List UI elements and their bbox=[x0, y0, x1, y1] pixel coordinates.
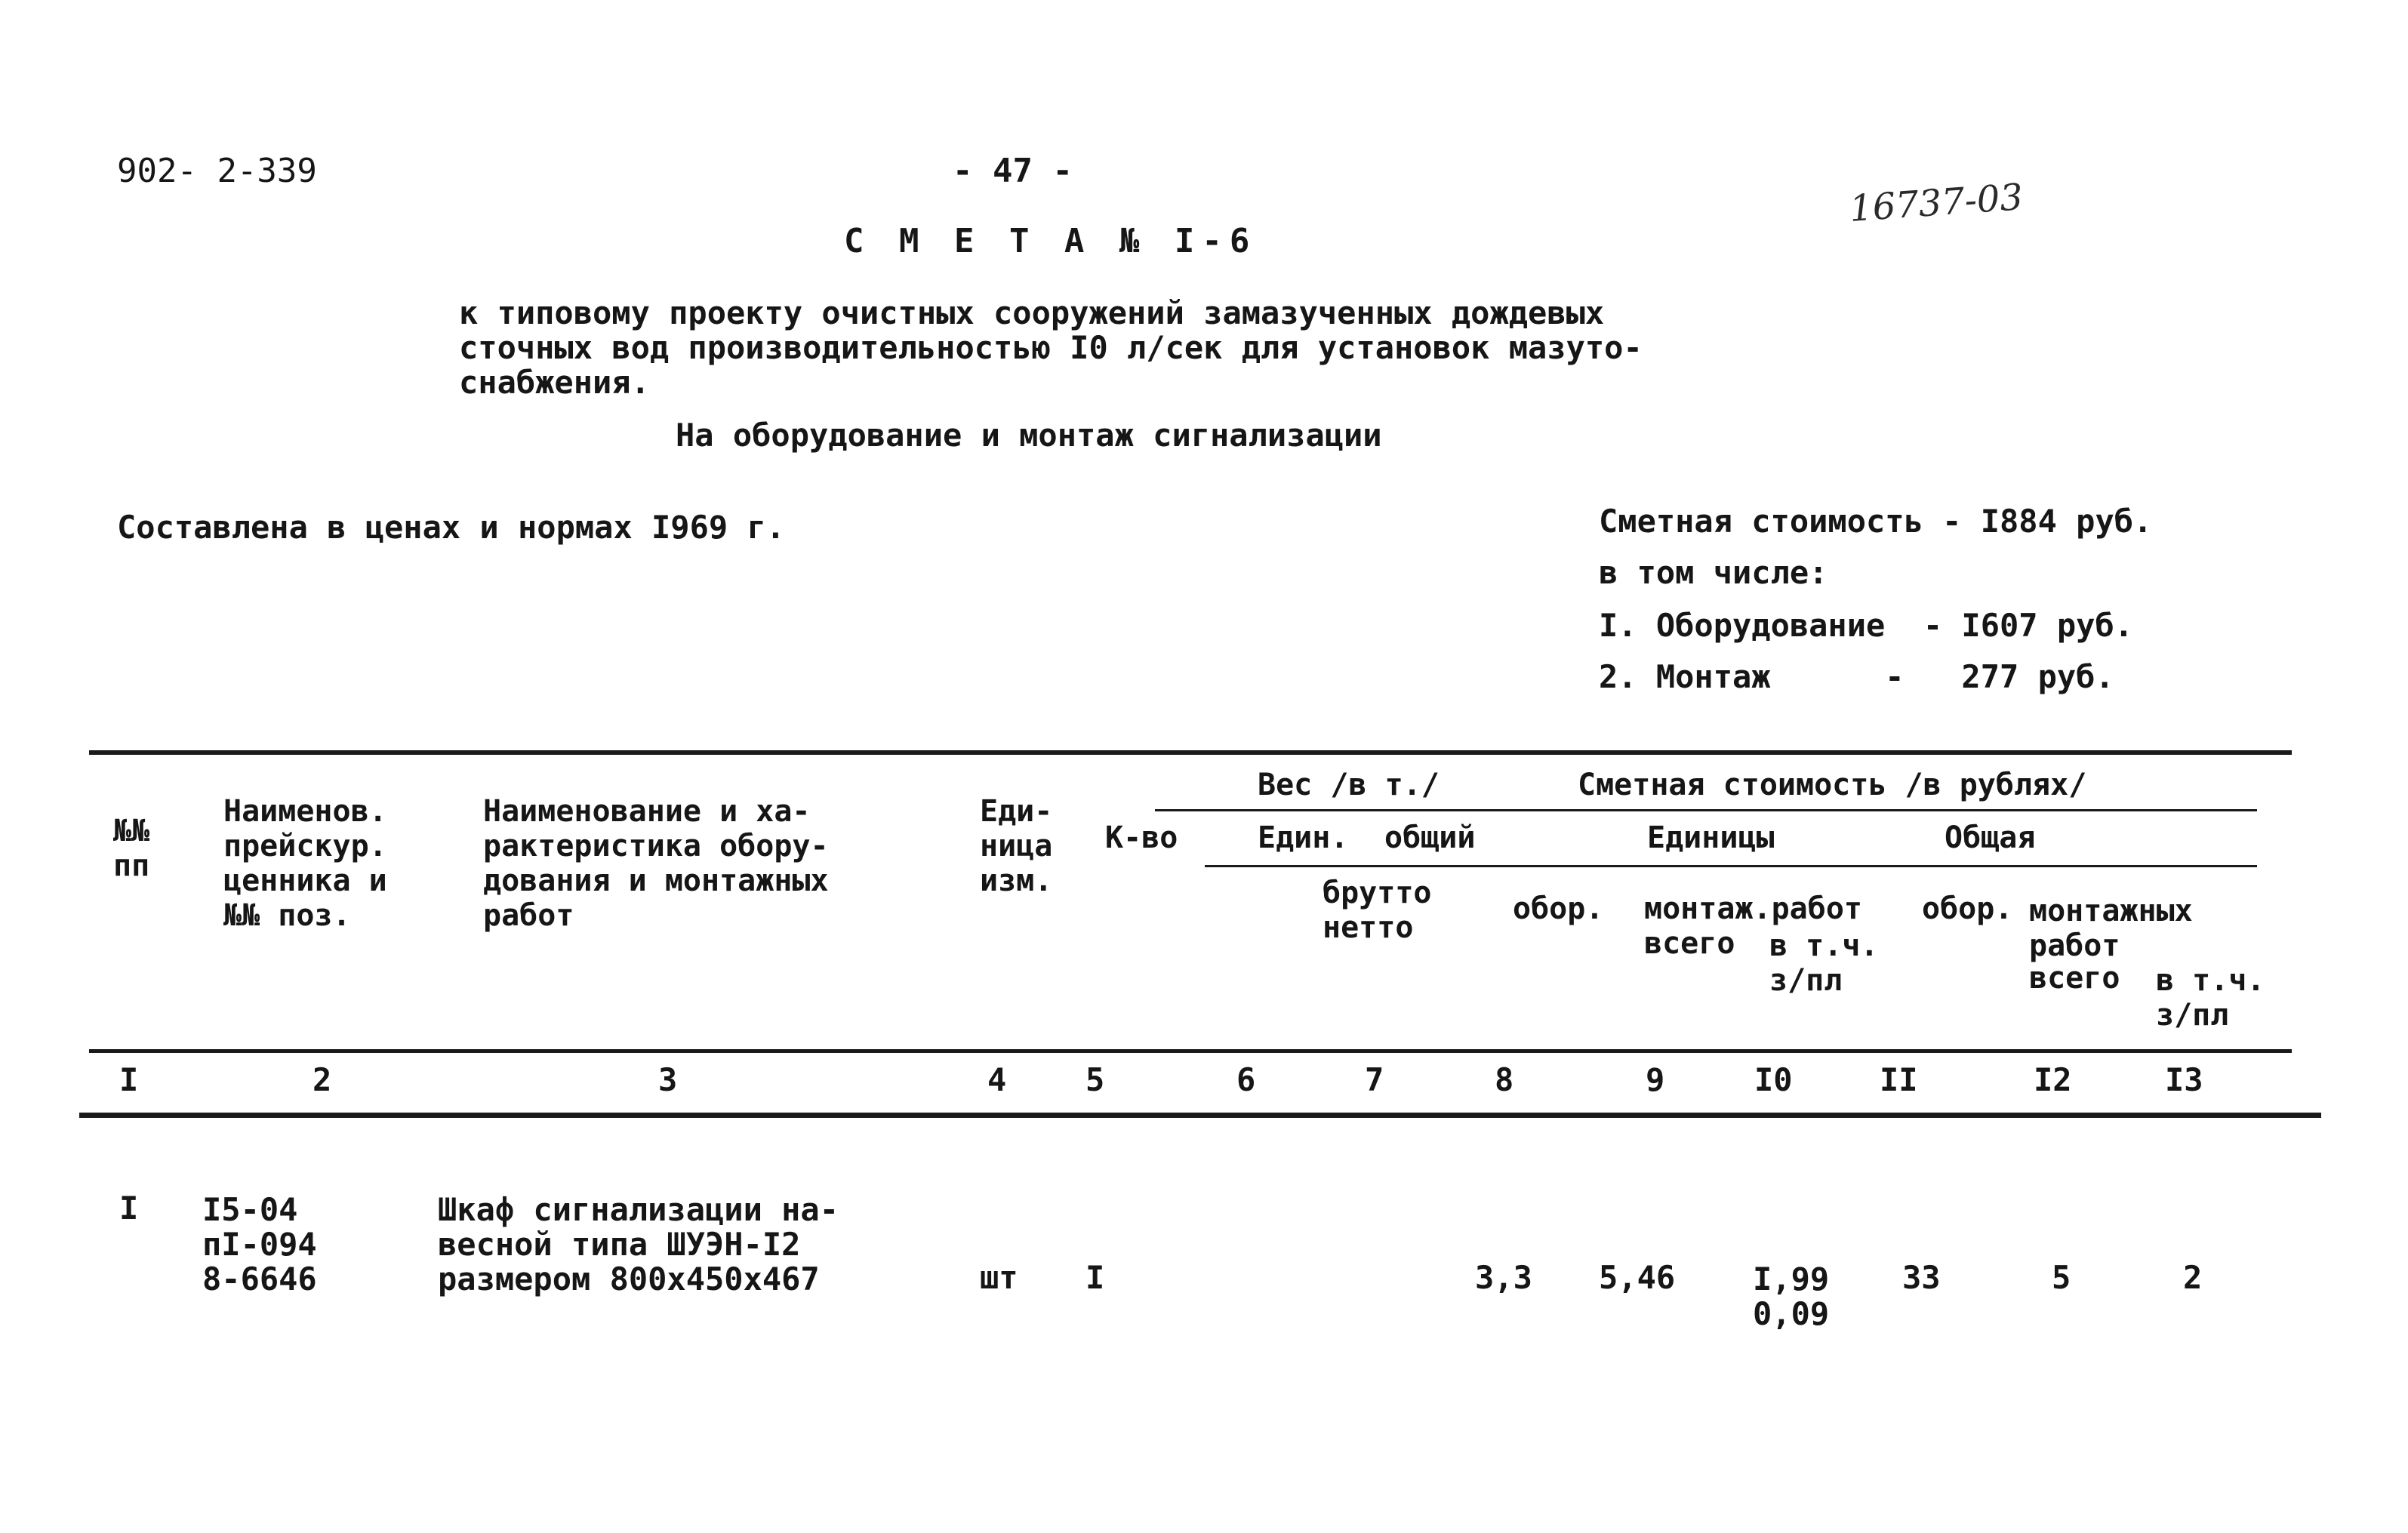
header-unit-install-wages: в т.ч. з/пл bbox=[1769, 928, 1879, 998]
document-code: 902- 2-339 bbox=[117, 152, 317, 190]
column-number: I2 bbox=[2034, 1061, 2072, 1098]
header-row-number: №№ пп bbox=[113, 814, 150, 883]
column-number: I bbox=[119, 1061, 139, 1098]
weight-cost-group-rule bbox=[1155, 809, 2257, 811]
row-total-install-cost: 5 bbox=[2052, 1259, 2071, 1296]
estimate-heading: С М Е Т А № I-6 bbox=[844, 222, 1258, 260]
header-unit: Еди- ница изм. bbox=[980, 794, 1053, 898]
page-number: - 47 - bbox=[953, 152, 1073, 190]
pricing-note: Составлена в ценах и нормах I969 г. bbox=[117, 509, 786, 546]
column-number: I0 bbox=[1754, 1061, 1793, 1098]
column-number: I3 bbox=[2165, 1061, 2203, 1098]
column-number: 6 bbox=[1236, 1061, 1256, 1098]
row-unit-install-cost: 5,46 bbox=[1599, 1259, 1676, 1296]
installation-cost: 2. Монтаж - 277 руб. bbox=[1599, 658, 2114, 695]
header-total-equipment: обор. bbox=[1922, 891, 2013, 926]
header-unit-install: монтаж.работ bbox=[1644, 891, 1862, 926]
header-quantity: К-во bbox=[1105, 820, 1178, 855]
header-total-install: монтажных работ bbox=[2029, 894, 2193, 963]
handwritten-reference: 16737-03 bbox=[1848, 176, 2025, 230]
column-number: 2 bbox=[313, 1061, 332, 1098]
row-unit-equipment-cost: 3,3 bbox=[1475, 1259, 1532, 1296]
row-unit-install-wages: I,99 0,09 bbox=[1753, 1261, 1830, 1332]
header-total-install-wages: в т.ч. з/пл bbox=[2156, 963, 2265, 1033]
cost-including-label: в том числе: bbox=[1599, 554, 1828, 591]
estimate-purpose: На оборудование и монтаж сигнализации bbox=[676, 417, 1382, 454]
row-catalog: I5-04 пI-094 8-6646 bbox=[202, 1191, 317, 1298]
header-total-group: Общая bbox=[1945, 820, 2036, 855]
header-bottom-rule bbox=[89, 1049, 2292, 1053]
header-weight-total: общий bbox=[1384, 820, 1476, 855]
header-weight-unit: Един. bbox=[1258, 820, 1349, 855]
table-top-rule bbox=[89, 750, 2292, 755]
subtitle-line: к типовому проекту очистных сооружений замазученных дождевых bbox=[459, 294, 1605, 331]
column-number: 3 bbox=[658, 1061, 678, 1098]
row-quantity: I bbox=[1085, 1259, 1105, 1296]
header-cost-group: Сметная стоимость /в рублях/ bbox=[1578, 768, 2087, 802]
column-number: 9 bbox=[1646, 1061, 1665, 1098]
header-unit-group: Единицы bbox=[1647, 820, 1775, 855]
estimate-subtitle bbox=[459, 296, 1643, 400]
column-number: 7 bbox=[1365, 1061, 1384, 1098]
column-number: 8 bbox=[1495, 1061, 1514, 1098]
subtitle-line: снабжения. bbox=[459, 364, 650, 401]
row-number: I bbox=[119, 1190, 139, 1227]
equipment-cost: I. Оборудование - I607 руб. bbox=[1599, 607, 2134, 644]
column-number: 4 bbox=[987, 1061, 1007, 1098]
header-weight-group: Вес /в т./ bbox=[1258, 768, 1440, 802]
row-total-equipment-cost: 33 bbox=[1902, 1259, 1941, 1296]
subtitle-line: сточных вод производительностью I0 л/сек для установок мазуто- bbox=[459, 329, 1643, 366]
column-numbers-rule bbox=[79, 1113, 2321, 1118]
row-total-install-wages: 2 bbox=[2183, 1259, 2203, 1296]
column-number: 5 bbox=[1085, 1061, 1105, 1098]
subgroup-rule bbox=[1205, 865, 2257, 867]
header-unit-install-all: всего bbox=[1644, 926, 1735, 961]
header-catalog: Наименов. прейскур. ценника и №№ поз. bbox=[223, 794, 387, 933]
row-description: Шкаф сигнализации на- весной типа ШУЭН-I2 размером 800х450х467 bbox=[438, 1191, 839, 1298]
row-unit: шт bbox=[980, 1259, 1018, 1296]
header-unit-equipment: обор. bbox=[1513, 891, 1604, 926]
header-description: Наименование и ха- рактеристика обору- дования и монтажных работ bbox=[483, 794, 829, 933]
total-cost: Сметная стоимость - I884 руб. bbox=[1599, 503, 2153, 540]
header-gross-net: брутто нетто bbox=[1323, 876, 1432, 945]
header-total-install-all: всего bbox=[2029, 961, 2120, 996]
column-number: II bbox=[1880, 1061, 1918, 1098]
